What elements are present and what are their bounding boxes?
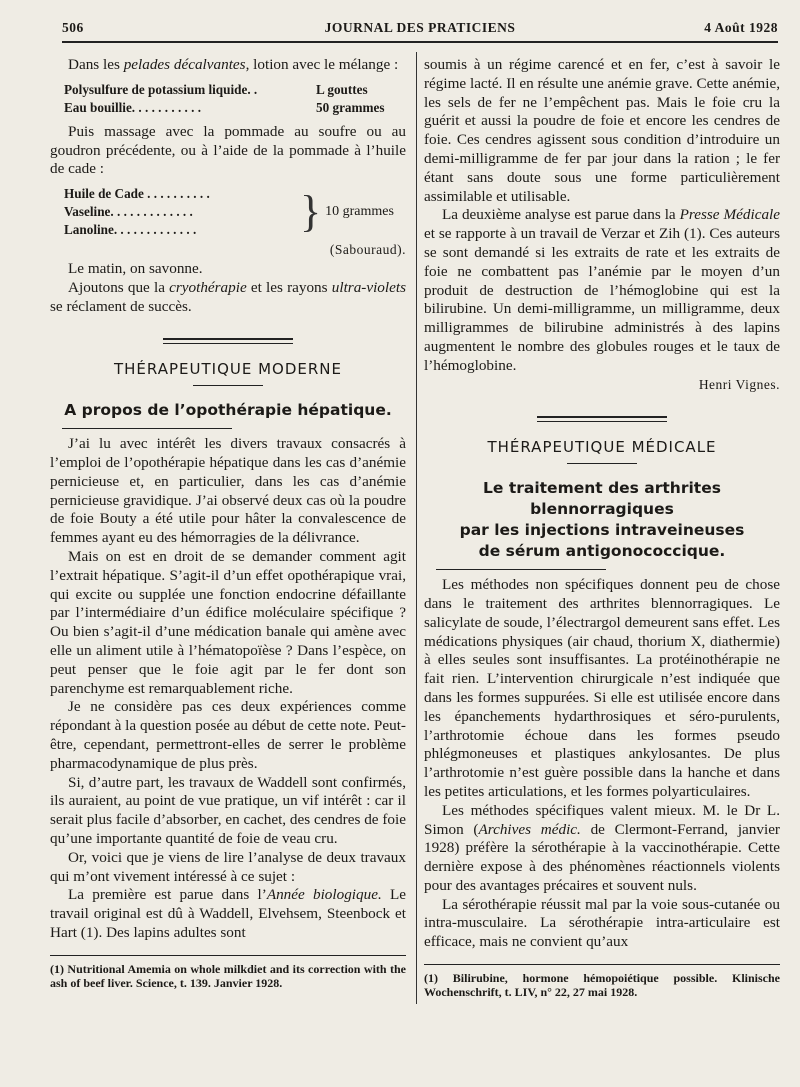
- paragraph: Mais on est en droit de se demander comment agit l’extrait hépatique. S’agit-il d’un effet opothérapique vrai, qui excite ou supplée une fonction endocrine défaillante par l’intermédiaire d’un édifice moléculaire spécifique ? Ou bien s’agit-il d’une médication banale qui amène avec elle un aliment utile à l’hématopoïèse ? Dans l’espèce, on peut penser que le foie agit par le fer dont son parenchyme est remarquablement riche.: [50, 547, 406, 697]
- footnote: (1) Nutritional Amemia on whole milkdiet and its correction with the ash of beef liver. Science, t. 139. Janvier 1928.: [50, 961, 406, 990]
- paragraph: [424, 206, 780, 375]
- paragraph: Puis massage avec la pommade au soufre ou au goudron précédente, ou à l’aide de la pommade à l’huile de cade :: [50, 122, 406, 178]
- left-column: [50, 56, 406, 990]
- title-line: Le traitement des arthrites blennorragiques: [483, 479, 721, 519]
- text: Dans les: [68, 56, 124, 73]
- dose: L gouttes: [316, 81, 368, 97]
- text: La deuxième analyse est parue dans la: [442, 206, 680, 224]
- text: Ajoutons que la: [68, 278, 170, 296]
- text: La première est parue dans l’: [68, 886, 267, 904]
- paragraph: J’ai lu avec intérêt les divers travaux consacrés à l’emploi de l’opothérapie hépatique dans les cas d’anémie pernicieuse et, en particulier, dans les cas d’anémie pernicieuse gravidique. J’ai observé deux cas où la poudre de foie Bouty a été utile pour hâter la convalescence de femmes ayant eu des hémorragies de la délivrance.: [50, 435, 406, 547]
- emphasis: cryothérapie: [169, 278, 247, 296]
- text: Le travail original est dû à Waddell, Elvehsem, Steenbock et Hart (1). Des lapins adultes sont: [50, 886, 406, 941]
- article-title: A propos de l’opothérapie hépatique.: [64, 401, 392, 420]
- emphasis: Archives médic.: [478, 820, 581, 838]
- paragraph: [424, 802, 780, 896]
- ingredient: Huile de Cade . . . . . . . . . .: [64, 186, 210, 202]
- ingredient: Vaseline. . . . . . . . . . . . .: [64, 204, 193, 220]
- emphasis: Année biologique.: [266, 886, 382, 904]
- ingredient-list: [64, 185, 296, 239]
- section-rule: [193, 385, 263, 386]
- recipe-author: (Sabouraud).: [329, 242, 406, 258]
- emphasis: Presse Médicale: [679, 206, 780, 224]
- issue-date: 4 Août 1928: [704, 20, 778, 35]
- paragraph: Si, d’autre part, les travaux de Waddell sont confirmés, ils auraient, au point de vue pratique, un vif intérêt : car il serait plus facile d’absorber, en cachet, des cendres de foie qu’une importante quantité de foie de veau cru.: [50, 773, 406, 847]
- signature: Henri Vignes.: [698, 376, 780, 392]
- emphasis: pelades décalvantes: [123, 56, 246, 73]
- text: et se rapporte à un travail de Verzar et Zih (1). Ces auteurs se sont demandé si les extraits de rate et les extraits de foie ne combattent pas l’anémie par le moyen d’un produit de destruction de l’hémoglobine qui est la bilirubine. Un demi-milligramme, un milligramme, deux milligrammes de bilirubine administrés à des lapins augmentent le nombre des globules rouges et le taux de l’hémoglobine.: [424, 225, 780, 374]
- ingredient: Polysulfure de potassium liquide. .: [64, 81, 258, 97]
- column-divider: [416, 52, 417, 1004]
- right-column: [424, 56, 780, 999]
- paragraph: La sérothérapie réussit mal par la voie sous-cutanée ou intra-musculaire. La sérothérapie intra-articulaire est efficace, mais ne convient qu’aux: [424, 895, 780, 951]
- recipe-table: [64, 185, 406, 239]
- footnote: (1) Bilirubine, hormone hémopoiétique possible. Klinische Wochenschrift, t. LIV, n° 22, 27 mai 1928.: [424, 971, 780, 1000]
- ingredient: Eau bouillie. . . . . . . . . . .: [64, 99, 202, 115]
- footnote-rule: [50, 955, 406, 956]
- dose: 50 grammes: [316, 99, 385, 115]
- paragraph: Or, voici que je viens de lire l’analyse de deux travaux qui m’ont vivement intéressé à ce sujet :: [50, 848, 406, 885]
- section-title: THÉRAPEUTIQUE MODERNE: [113, 360, 342, 379]
- paragraph: [50, 279, 406, 317]
- brace-icon: }: [300, 187, 322, 237]
- text: et les rayons: [246, 278, 332, 296]
- paragraph: Le matin, on savonne.: [68, 259, 203, 277]
- text: de Clermont-Ferrand, janvier 1928) préfère la sérothérapie à la vaccinothérapie. Cette dernière expose à des phénomènes réactionnels violents pour des avantages précaires et souvent nuls.: [424, 820, 780, 894]
- section-rule: [567, 463, 637, 464]
- emphasis: ultra-violets: [331, 278, 406, 296]
- paragraph: [50, 886, 406, 942]
- text: se réclament de succès.: [50, 297, 192, 315]
- text: Les méthodes spécifiques valent mieux. M. le Dr L. Simon (: [424, 801, 780, 838]
- title-line: de sérum antigonococcique.: [478, 542, 726, 561]
- article-rule: [436, 569, 606, 570]
- title-line: par les injections intraveineuses: [459, 521, 745, 540]
- section-divider: [537, 416, 667, 422]
- section-divider: [163, 338, 293, 344]
- ingredient: Lanoline. . . . . . . . . . . . .: [64, 222, 197, 238]
- paragraph: Je ne considère pas ces deux expériences comme répondant à la question posée au début de cette note. Peut-être, cependant, permettront-elles de serrer le problème pharmacodynamique de plus près.: [50, 698, 406, 772]
- article-title: [424, 478, 780, 562]
- article-rule: [62, 428, 232, 429]
- dose: 10 grammes: [325, 204, 394, 220]
- page-number: 506: [62, 20, 84, 35]
- paragraph: soumis à un régime carencé et en fer, c’est à savoir le régime lacté. Il en résulte une anémie grave. Cette anémie, les sels de fer ne l’empêchent pas. Mais le foie cru la guérit et aussi la poudre de foie et encore les cendres de foie. Ces cendres agissent sous condition d’introduire un demi-milligramme de fer par jour dans la ration ; le fer étant sans doute sous une forme particulièrement assimilable et utilisable.: [424, 56, 780, 205]
- paragraph: [50, 56, 406, 75]
- recipe-table: [64, 81, 406, 117]
- text: , lotion avec le mélange :: [245, 56, 399, 73]
- recipe-row: [64, 81, 406, 99]
- page-header: [62, 18, 778, 40]
- footnote-rule: [424, 964, 780, 965]
- paragraph: Les méthodes non spécifiques donnent peu de chose dans le traitement des arthrites blennorragiques. Le salicylate de soude, l’électrargol demeurent sans effet. Les médications physiques (air chaud, thorium X, diathermie) à elles seules sont insuffisantes. La protéinothérapie ne fait rien. L’intervention chirurgicale n’est indiquée que dans les formes suppurées. Si elle est utilisée encore dans les épanchements hydarthrosiques et séro-purulents, l’arthrotomie échoue dans les formes pseudo phlégmoneuses et plastiques ankylosantes. De plus l’arthrotomie n’est guère possible dans la hanche et dans les petites articulations, et les formes polyarticulaires.: [424, 576, 780, 800]
- journal-title: JOURNAL DES PRATICIENS: [324, 20, 516, 35]
- header-rule: [62, 41, 778, 43]
- recipe-row: [64, 99, 406, 117]
- section-title: THÉRAPEUTIQUE MÉDICALE: [487, 438, 717, 457]
